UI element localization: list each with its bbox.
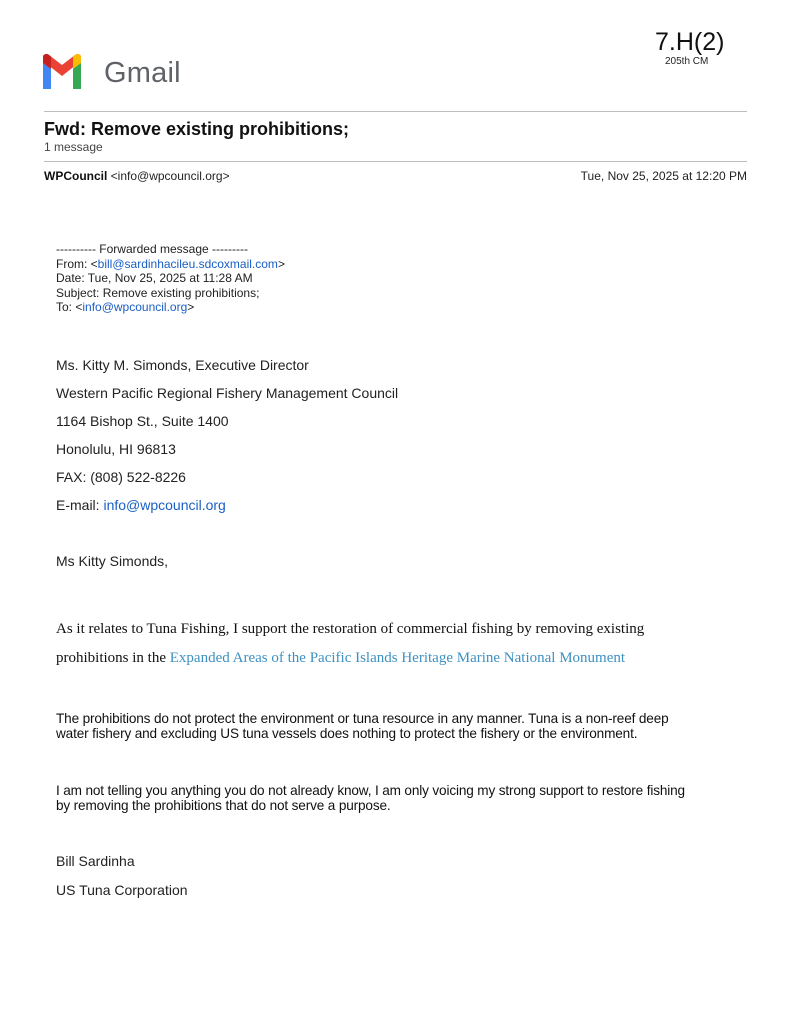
forwarded-from — [56, 257, 285, 272]
email-label: E-mail: — [56, 497, 104, 513]
forwarded-separator: ---------- Forwarded message --------- — [56, 242, 248, 256]
paragraph-1-prefix: prohibitions in the — [56, 650, 170, 666]
signature-company: US Tuna Corporation — [56, 882, 188, 898]
sender-row — [44, 169, 230, 184]
from-close: > — [277, 256, 285, 271]
gmail-logo-icon — [40, 54, 84, 92]
from-label: From: < — [56, 256, 98, 271]
subject-divider — [44, 161, 747, 162]
monument-link[interactable]: Expanded Areas of the Pacific Islands Heritage Marine National Monument — [169, 650, 626, 666]
forwarded-to — [56, 300, 285, 315]
paragraph-3-line-1: I am not telling you anything you do not already know, I am only voicing my strong support to restore fishing — [56, 783, 685, 798]
sender-email: <info@wpcouncil.org> — [110, 169, 230, 183]
recipient-fax: FAX: (808) 522-8226 — [56, 469, 186, 485]
recipient-email-link[interactable]: info@wpcouncil.org — [103, 497, 226, 513]
sender-name: WPCouncil — [44, 169, 108, 183]
to-email-link[interactable]: info@wpcouncil.org — [82, 300, 188, 315]
gmail-wordmark: Gmail — [104, 57, 181, 89]
agenda-item-number: 7.H(2) — [655, 28, 725, 56]
forwarded-header — [56, 242, 285, 315]
paragraph-3 — [56, 783, 746, 813]
paragraph-2-line-2: water fishery and excluding US tuna vessels does nothing to protect the fishery or the environment. — [56, 726, 638, 741]
to-label: To: < — [56, 300, 83, 315]
address-link-line1[interactable]: 1164 Bishop St., Suite 1400 — [56, 413, 229, 429]
paragraph-1-line-2 — [56, 649, 625, 667]
sent-date: Tue, Nov 25, 2025 at 12:20 PM — [580, 169, 747, 183]
header-divider — [44, 111, 747, 112]
paragraph-3-line-2: by removing the prohibitions that do not serve a purpose. — [56, 798, 391, 813]
message-count: 1 message — [44, 140, 103, 154]
recipient-org: Western Pacific Regional Fishery Management Council — [56, 385, 399, 401]
forwarded-subject: Subject: Remove existing prohibitions; — [56, 285, 260, 300]
from-email-link[interactable]: bill@sardinhacileu.sdcoxmail.com — [97, 256, 278, 271]
address-link-line2[interactable]: Honolulu, HI 96813 — [56, 441, 176, 457]
paragraph-2 — [56, 711, 746, 741]
recipient-name: Ms. Kitty M. Simonds, Executive Director — [56, 357, 309, 373]
greeting: Ms Kitty Simonds, — [56, 553, 169, 569]
signature-name: Bill Sardinha — [56, 853, 135, 869]
paragraph-1-line-1: As it relates to Tuna Fishing, I support the restoration of commercial fishing by removing existing — [56, 621, 645, 637]
paragraph-2-line-1: The prohibitions do not protect the environment or tuna resource in any manner. Tuna is a non-reef deep — [56, 711, 669, 726]
to-close: > — [187, 300, 195, 315]
recipient-email-line — [56, 497, 226, 514]
thread-subject: Fwd: Remove existing prohibitions; — [44, 119, 350, 139]
forwarded-date: Date: Tue, Nov 25, 2025 at 11:28 AM — [56, 271, 253, 286]
meeting-label: 205th CM — [665, 56, 709, 67]
